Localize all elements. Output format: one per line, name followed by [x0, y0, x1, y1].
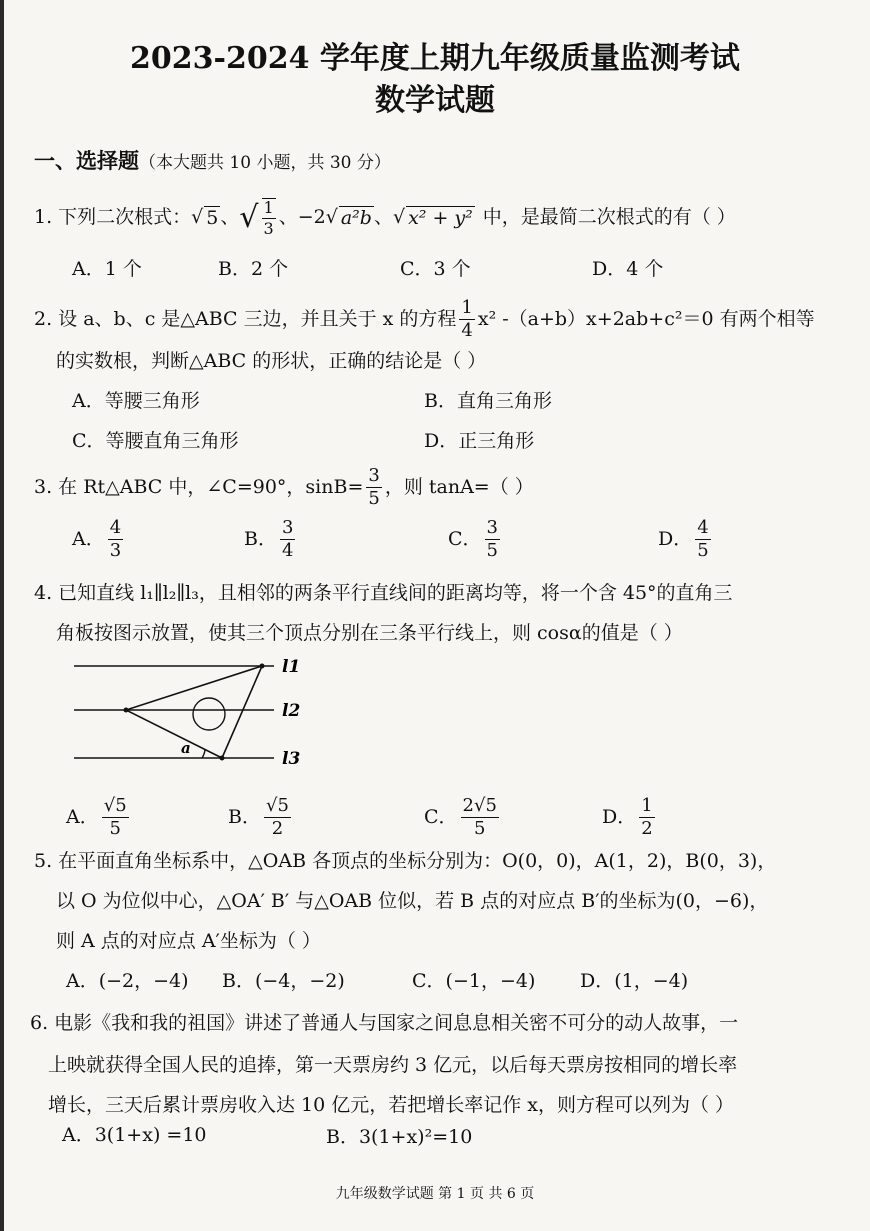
q5-option-c[interactable]: C．(−1，−4): [412, 970, 536, 992]
q3-fraction: $\frac{3}{5}$: [368, 465, 380, 509]
label-angle: a: [181, 739, 191, 757]
q5-option-b[interactable]: B．(−4，−2): [222, 970, 345, 992]
q2-option-c[interactable]: C．等腰直角三角形: [72, 430, 239, 452]
question-5-line-2: 以 O 为位似中心，△OA′ B′ 与△OAB 位似，若 B 点的对应点 B′的坐标为(0，−6)，: [56, 890, 769, 912]
angle-arc: [202, 750, 205, 758]
q3-option-b[interactable]: B． $\frac{3}{4}$: [244, 517, 294, 561]
triangle-ruler: [126, 666, 262, 758]
exam-subtitle: 数学试题: [375, 83, 495, 118]
question-6-line-2: 上映就获得全国人民的追捧，第一天票房约 3 亿元，以后每天票房按相同的增长率: [48, 1054, 738, 1076]
question-1-stem: [34, 198, 736, 237]
q2-line1-a: 2. 设 a、b、c 是△ABC 三边，并且关于 x 的方程: [34, 307, 457, 330]
section-note: （本大题共 10 小题，共 30 分）: [139, 153, 391, 173]
q3-option-c[interactable]: C． $\frac{3}{5}$: [448, 517, 498, 561]
q5-option-a[interactable]: A．(−2，−4): [66, 970, 189, 992]
q1-coef: −2: [297, 206, 326, 229]
question-5-line-3: 则 A 点的对应点 A′坐标为（ ）: [56, 930, 321, 952]
label-l1: l1: [282, 657, 301, 677]
q2-option-a[interactable]: A．等腰三角形: [72, 390, 200, 412]
question-3-stem: [34, 466, 534, 509]
q1-prefix: 1. 下列二次根式：: [34, 206, 192, 229]
parallel-lines-figure: [60, 652, 320, 772]
label-l2: l2: [282, 701, 301, 721]
q1-radical-fraction: $\frac{1}{3}$: [263, 198, 274, 238]
sqrt-symbol: √: [325, 206, 338, 229]
question-2-line-1: [34, 298, 815, 341]
q1-radical-4: x² + y²: [408, 206, 473, 229]
question-5-line-1: 5. 在平面直角坐标系中，△OAB 各顶点的坐标分别为：O(0，0)，A(1，2)，B(0，3)，: [34, 850, 777, 872]
q6-option-a[interactable]: A．3(1+x) =10: [62, 1124, 207, 1146]
q2-line1-b: x² -（a+b）x+2ab+c²＝0 有两个相等: [477, 307, 815, 330]
sqrt-symbol: √: [392, 206, 406, 229]
q1-option-d[interactable]: D．4 个: [592, 258, 664, 280]
q1-suffix: 中，是最简二次根式的有（ ）: [482, 206, 736, 229]
q1-sep: 、: [220, 206, 240, 229]
q1-sep: 、: [373, 206, 393, 229]
q1-radical-1: 5: [206, 206, 219, 229]
sqrt-symbol: √: [239, 199, 259, 235]
q4-option-d[interactable]: D． $\frac{1}{2}$: [602, 795, 653, 839]
q4-option-b[interactable]: B． $\frac{√5}{2}$: [228, 795, 289, 839]
q1-option-c[interactable]: C．3 个: [400, 258, 471, 280]
question-2-line-2: 的实数根，判断△ABC 的形状，正确的结论是（ ）: [56, 350, 487, 372]
page-footer: 九年级数学试题 第 1 页 共 6 页: [335, 1186, 535, 1202]
q3-stem-a: 3. 在 Rt△ABC 中，∠C=90°，sinB=: [34, 475, 364, 498]
label-l3: l3: [282, 749, 301, 769]
scan-edge: [0, 0, 4, 1231]
q4-option-a[interactable]: A． $\frac{√5}{5}$: [66, 795, 127, 839]
q4-option-c[interactable]: C． $\frac{2√5}{5}$: [424, 795, 497, 839]
q1-sep: 、: [278, 206, 298, 229]
exam-title: 2023-2024 学年度上期九年级质量监测考试: [130, 41, 740, 76]
q2-fraction: $\frac{1}{4}$: [461, 297, 473, 341]
question-4-line-2: 角板按图示放置，使其三个顶点分别在三条平行线上，则 cosα的值是（ ）: [56, 622, 683, 644]
q3-stem-b: ，则 tanA=（ ）: [384, 475, 534, 498]
question-6-line-1: 6. 电影《我和我的祖国》讲述了普通人与国家之间息息相关密不可分的动人故事，一: [30, 1012, 739, 1034]
q6-option-b[interactable]: B．3(1+x)²=10: [326, 1126, 473, 1148]
q1-option-b[interactable]: B．2 个: [218, 258, 289, 280]
q2-option-d[interactable]: D．正三角形: [424, 430, 535, 452]
sqrt-symbol: √: [191, 206, 204, 229]
section-title: 一、选择题: [34, 148, 139, 173]
ruler-hole: [193, 698, 225, 730]
section-heading: [34, 150, 391, 172]
question-4-line-1: 4. 已知直线 l₁∥l₂∥l₃，且相邻的两条平行直线间的距离均等，将一个含 45°的直角三: [34, 582, 733, 604]
q3-option-a[interactable]: A． $\frac{4}{3}$: [72, 517, 122, 561]
question-6-line-3: 增长，三天后累计票房收入达 10 亿元，若把增长率记作 x，则方程可以列为（ ）: [48, 1094, 735, 1116]
q1-option-a[interactable]: A．1 个: [72, 258, 142, 280]
q5-option-d[interactable]: D．(1，−4): [580, 970, 689, 992]
q2-option-b[interactable]: B．直角三角形: [424, 390, 552, 412]
q1-radical-3: a²b: [340, 206, 372, 229]
q3-option-d[interactable]: D． $\frac{4}{5}$: [658, 517, 709, 561]
